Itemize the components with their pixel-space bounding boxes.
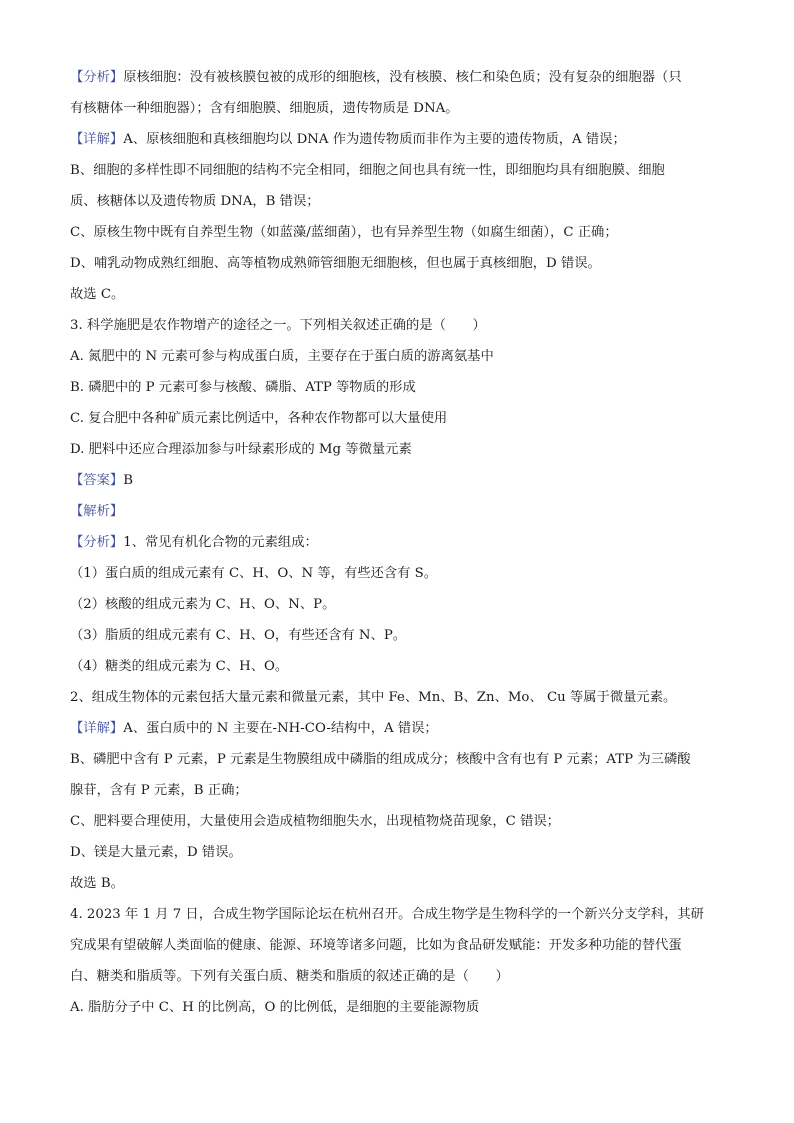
q3-option-b: B. 磷肥中的 P 元素可参与核酸、磷脂、ATP 等物质的形成 [70,380,416,395]
analysis-tag: 【分析】 [70,70,124,85]
q2-detail-line-2: B、细胞的多样性即不同细胞的结构不完全相同，细胞之间也具有统一性，即细胞均具有细胞膜、细胞 [70,163,665,178]
detail-tag: 【详解】 [70,132,124,147]
q2-detail-line-5: D、哺乳动物成熟红细胞、高等植物成熟筛管细胞无细胞核，但也属于真核细胞，D 错误。 [70,256,601,271]
q2-analysis-line-2: 有核糖体一种细胞器）；含有细胞膜、细胞质，遗传物质是 DNA。 [70,101,459,116]
q2-detail-line-3: 质、核糖体以及遗传物质 DNA，B 错误； [70,194,320,209]
detail-tag: 【详解】 [70,721,124,736]
q4-stem-line-1: 4. 2023 年 1 月 7 日，合成生物学国际论坛在杭州召开。合成生物学是生物科学的一个新兴分支学科，其研 [70,907,704,922]
q3-analysis-line-1: 【分析】1、常见有机化合物的元素组成： [70,535,318,550]
jiexi-tag: 【解析】 [70,504,124,519]
q2-conclusion: 故选 C。 [70,287,125,302]
q3-analysis-line-3: （2）核酸的组成元素为 C、H、O、N、P。 [70,597,336,612]
q3-detail-line-4: C、肥料要合理使用，大量使用会造成植物细胞失水，出现植物烧苗现象，C 错误； [70,814,560,829]
q3-detail-line-3: 腺苷，含有 P 元素，B 正确； [70,783,248,798]
q3-analysis-line-5: （4）糖类的组成元素为 C、H、O。 [70,659,289,674]
q3-option-a: A. 氮肥中的 N 元素可参与构成蛋白质，主要存在于蛋白质的游离氨基中 [70,349,494,364]
q4-option-a: A. 脂肪分子中 C、H 的比例高，O 的比例低，是细胞的主要能源物质 [70,1000,480,1015]
analysis-tag: 【分析】 [70,535,124,550]
q3-answer [70,471,730,491]
q3-analysis-line-6: 2、组成生物体的元素包括大量元素和微量元素，其中 Fe、Mn、B、Zn、Mo、 Cu 等属于微量元素。 [70,690,677,705]
q2-detail-line-4: C、原核生物中既有自养型生物（如蓝藻/蓝细菌），也有异养型生物（如腐生细菌），C 正确； [70,225,618,240]
answer-tag: 【答案】 [70,473,124,488]
q3-option-d: D. 肥料中还应合理添加参与叶绿素形成的 Mg 等微量元素 [70,442,412,457]
q3-detail-line-1: 【详解】A、蛋白质中的 N 主要在-NH-CO-结构中，A 错误； [70,721,438,736]
q3-analysis-line-2: （1）蛋白质的组成元素有 C、H、O、N 等，有些还含有 S。 [70,566,438,581]
q3-detail-line-5: D、镁是大量元素，D 错误。 [70,845,242,860]
q3-stem: 3. 科学施肥是农作物增产的途径之一。下列相关叙述正确的是（ ） [70,318,486,333]
q4-stem-line-2: 究成果有望破解人类面临的健康、能源、环境等诸多问题，比如为食品研发赋能：开发多种功能的替代蛋 [70,938,682,953]
q2-detail-line-1: 【详解】A、原核细胞和真核细胞均以 DNA 作为遗传物质而非作为主要的遗传物质，A 错误； [70,132,626,147]
q3-detail-line-2: B、磷肥中含有 P 元素，P 元素是生物膜组成中磷脂的组成成分；核酸中含有也有 P 元素；ATP 为三磷酸 [70,752,691,767]
answer-value: B [123,473,133,488]
q3-analysis-line-4: （3）脂质的组成元素有 C、H、O，有些还含有 N、P。 [70,628,407,643]
q3-conclusion: 故选 B。 [70,876,124,891]
q4-stem-line-3: 白、糖类和脂质等。下列有关蛋白质、糖类和脂质的叙述正确的是（ ） [70,969,509,984]
q2-analysis-line-1: 【分析】原核细胞：没有被核膜包被的成形的细胞核，没有核膜、核仁和染色质；没有复杂的细胞器（只 [70,70,682,85]
q3-option-c: C. 复合肥中各种矿质元素比例适中，各种农作物都可以大量使用 [70,411,448,426]
q3-jiexi [70,502,730,522]
